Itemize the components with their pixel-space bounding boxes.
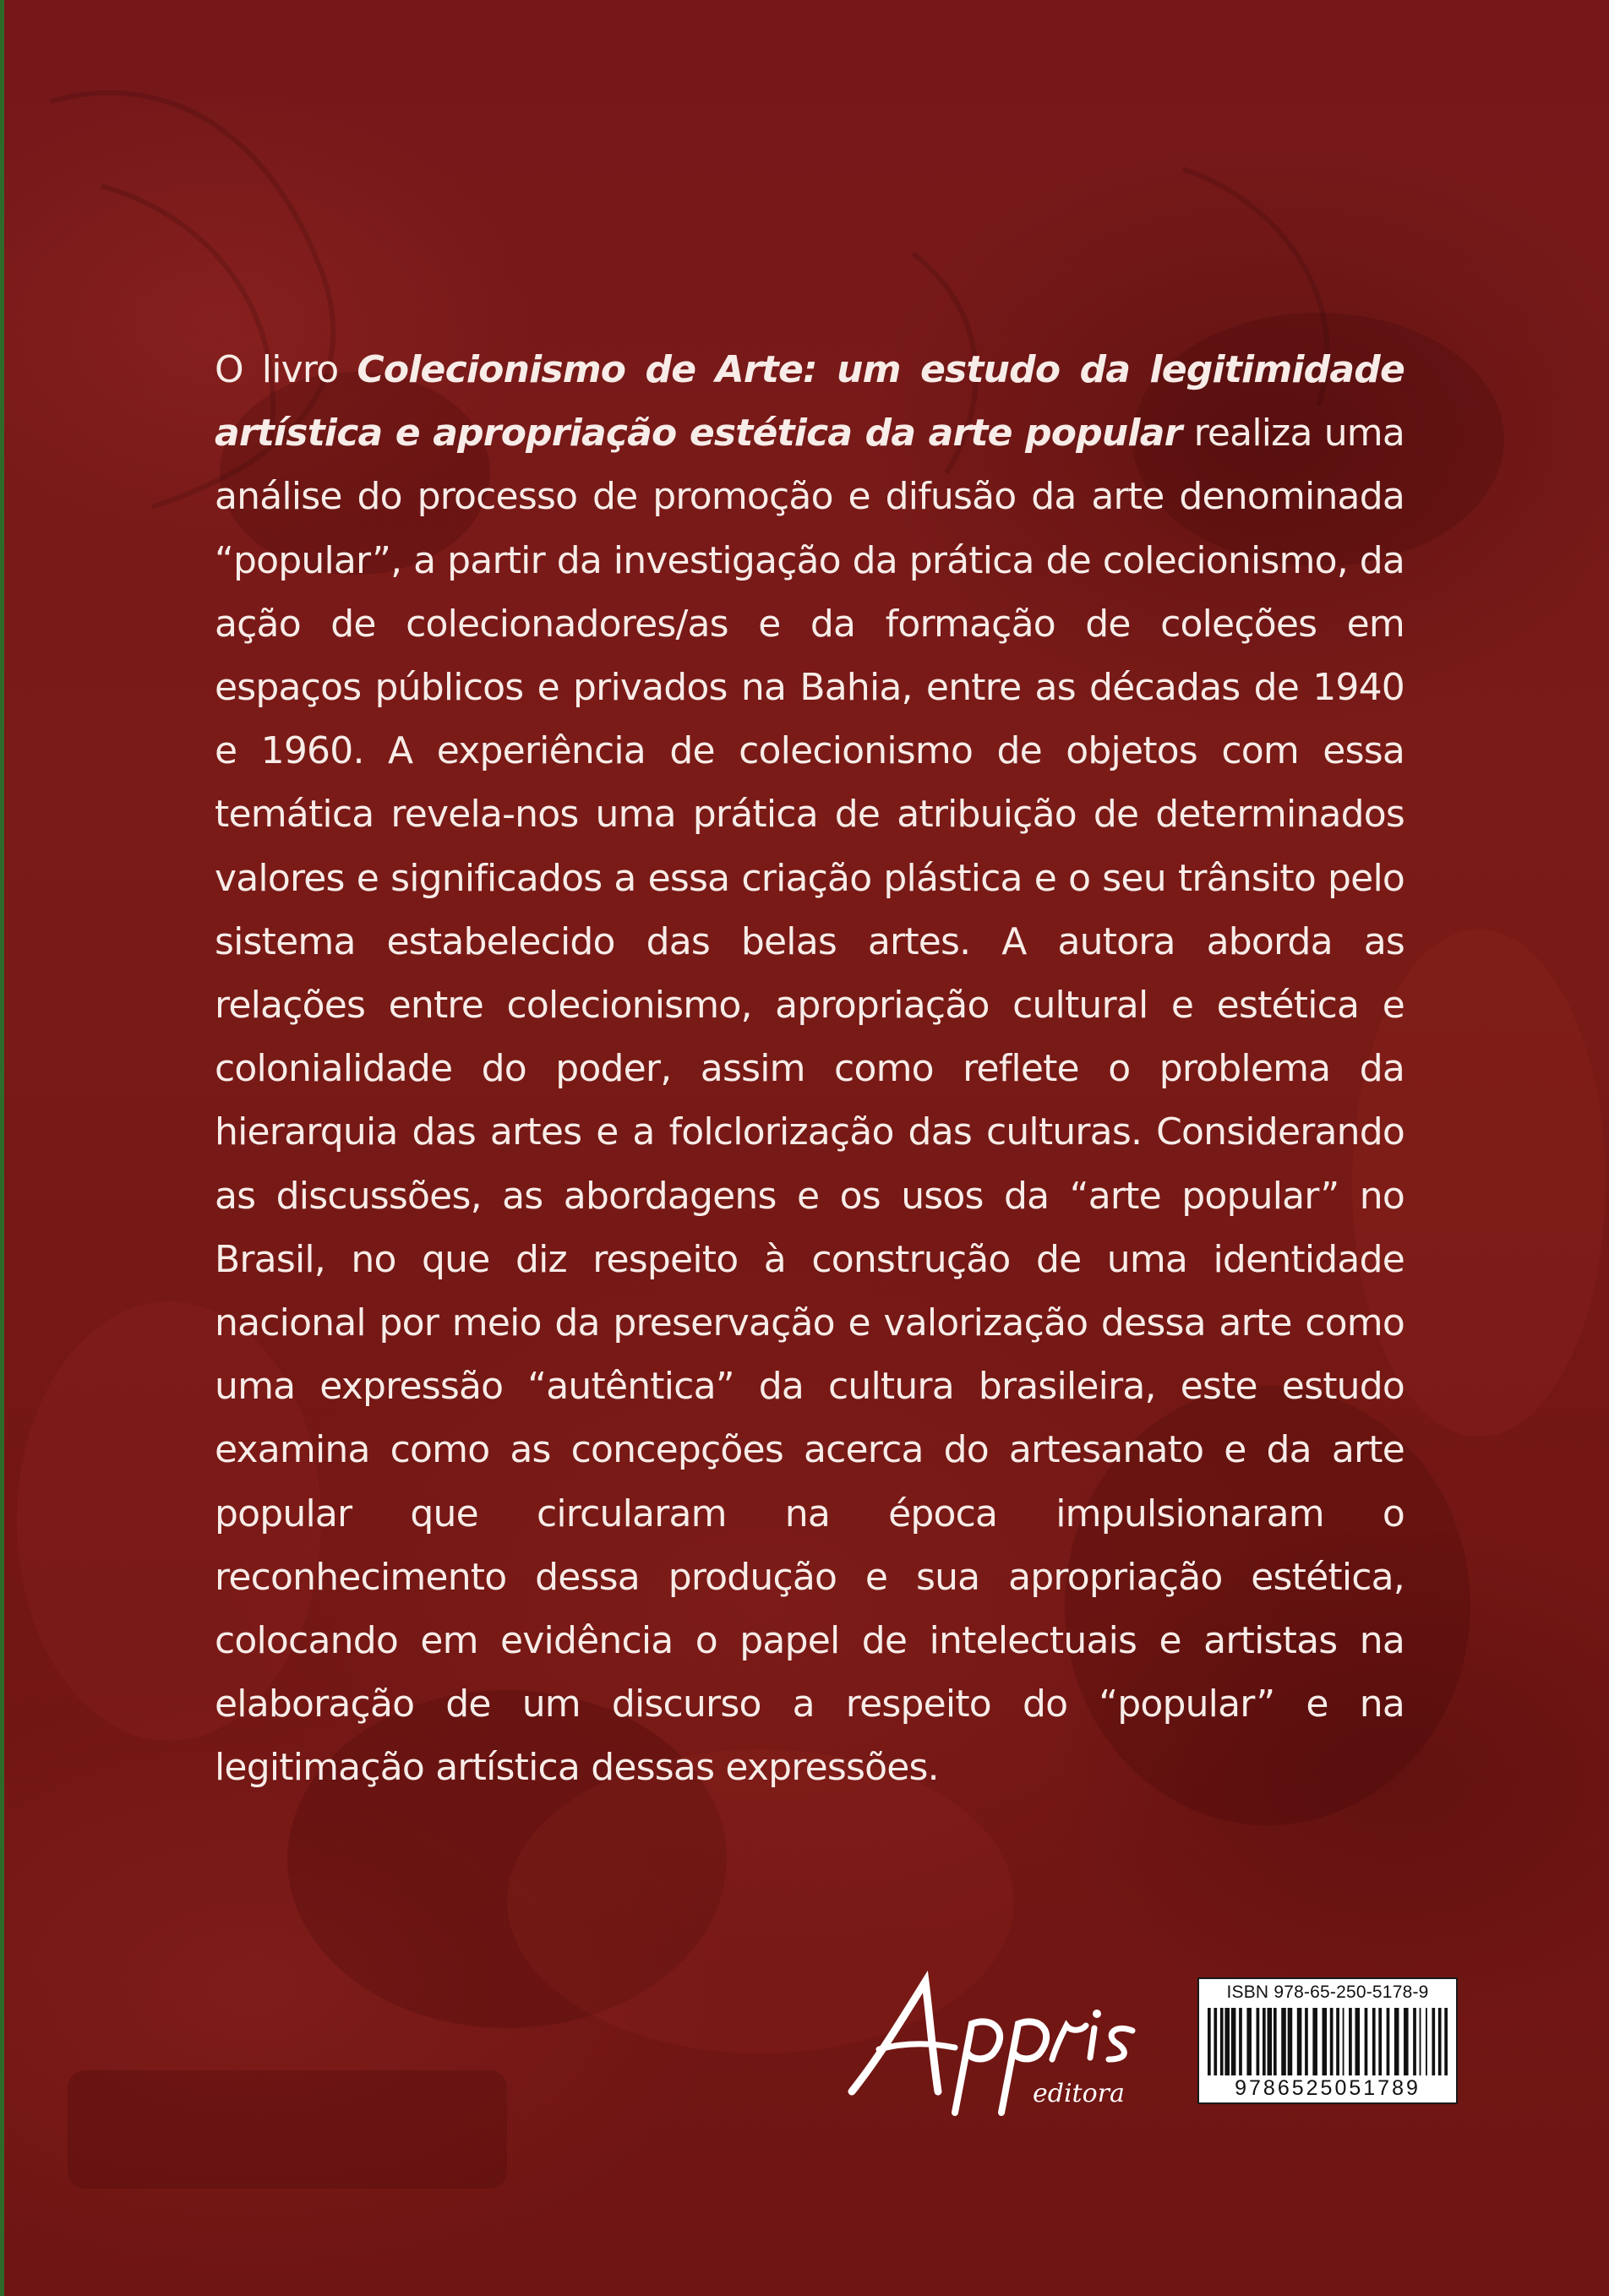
barcode-bar (1263, 2008, 1266, 2075)
barcode-bar (1288, 2008, 1293, 2075)
barcode-bar (1426, 2008, 1427, 2075)
barcode-bar (1355, 2008, 1360, 2075)
back-cover-blurb (215, 338, 1404, 1800)
barcode-bar (1208, 2008, 1211, 2075)
barcode-bar (1330, 2008, 1334, 2075)
barcode-bar (1438, 2008, 1442, 2075)
barcode-bar (1372, 2008, 1376, 2075)
barcode-bar (1281, 2008, 1286, 2075)
barcode-bar (1239, 2008, 1242, 2075)
barcode-bar (1387, 2008, 1390, 2075)
publisher-tagline: editora (1033, 2079, 1125, 2108)
isbn-label: ISBN 978-65-250-5178-9 (1226, 1982, 1429, 2002)
barcode-bar (1378, 2008, 1382, 2075)
barcode-bar (1413, 2008, 1416, 2075)
barcode-bar (1420, 2008, 1421, 2075)
barcode-bar (1257, 2008, 1260, 2075)
barcode-bar (1349, 2008, 1352, 2075)
barcode-bar (1246, 2008, 1252, 2075)
barcode-bars (1208, 2008, 1448, 2075)
barcode-bar (1224, 2008, 1230, 2075)
barcode-bar (1231, 2008, 1236, 2075)
barcode-digits: 9786525051789 (1235, 2076, 1421, 2100)
barcode-bar (1343, 2008, 1344, 2075)
blurb-text: realiza uma análise do processo de promoção e difusão da arte denominada “popular”, a partir da investigação da prática de colecionismo, da ação de colecionadores/as e da formação de coleções em espaços públicos e privados na Bahia, entre as décadas de 1940 e 1960. A experiência de colecionismo de objetos com essa temática revela-nos uma prática de atribuição de determinados valores e significados a essa criação plástica e o seu trânsito pelo sistema estabelecido das belas artes. A autora aborda as relações entre colecionismo, apropriação cultural e estética e colonialidade do poder, assim como reflete o problema da hierarquia das artes e a folclorização das culturas. Considerando as discussões, as abordagens e os usos da “arte popular” no Brasil, no que diz respeito à construção de uma identidade nacional por meio da preservação e valorização dessa arte como uma expressão “autêntica” da cultura brasileira, este estudo examina como as concepções acerca do artesanato e da arte popular que circularam na época impulsionaram o reconhecimento dessa produção e sua apropriação estética, colocando em evidência o papel de intelectuais e artistas na elaboração de um discurso a respeito do “popular” e na legitimação artística dessas expressões. (215, 412, 1405, 1790)
blurb-intro: O livro (215, 348, 357, 391)
barcode-bar (1323, 2008, 1328, 2075)
barcode-bar (1432, 2008, 1435, 2075)
barcode-bar (1336, 2008, 1339, 2075)
barcode-bar (1444, 2008, 1448, 2075)
isbn-barcode (1197, 1977, 1458, 2104)
barcode-bar (1274, 2008, 1277, 2075)
barcode-bar (1305, 2008, 1308, 2075)
barcode-bar (1297, 2008, 1302, 2075)
publisher-name: Appris (845, 1965, 848, 1966)
barcode-bar (1214, 2008, 1217, 2075)
barcode-bar (1365, 2008, 1368, 2075)
publisher-logo (845, 1965, 1149, 2117)
barcode-bar (1268, 2008, 1273, 2075)
barcode-bar (1404, 2008, 1409, 2075)
barcode-bar (1312, 2008, 1317, 2075)
book-title: Colecionismo de Arte: um estudo da legitimidade artística e apropriação estética da arte popular (215, 348, 1404, 455)
barcode-bar (1394, 2008, 1399, 2075)
barcode-bar (1220, 2008, 1224, 2075)
